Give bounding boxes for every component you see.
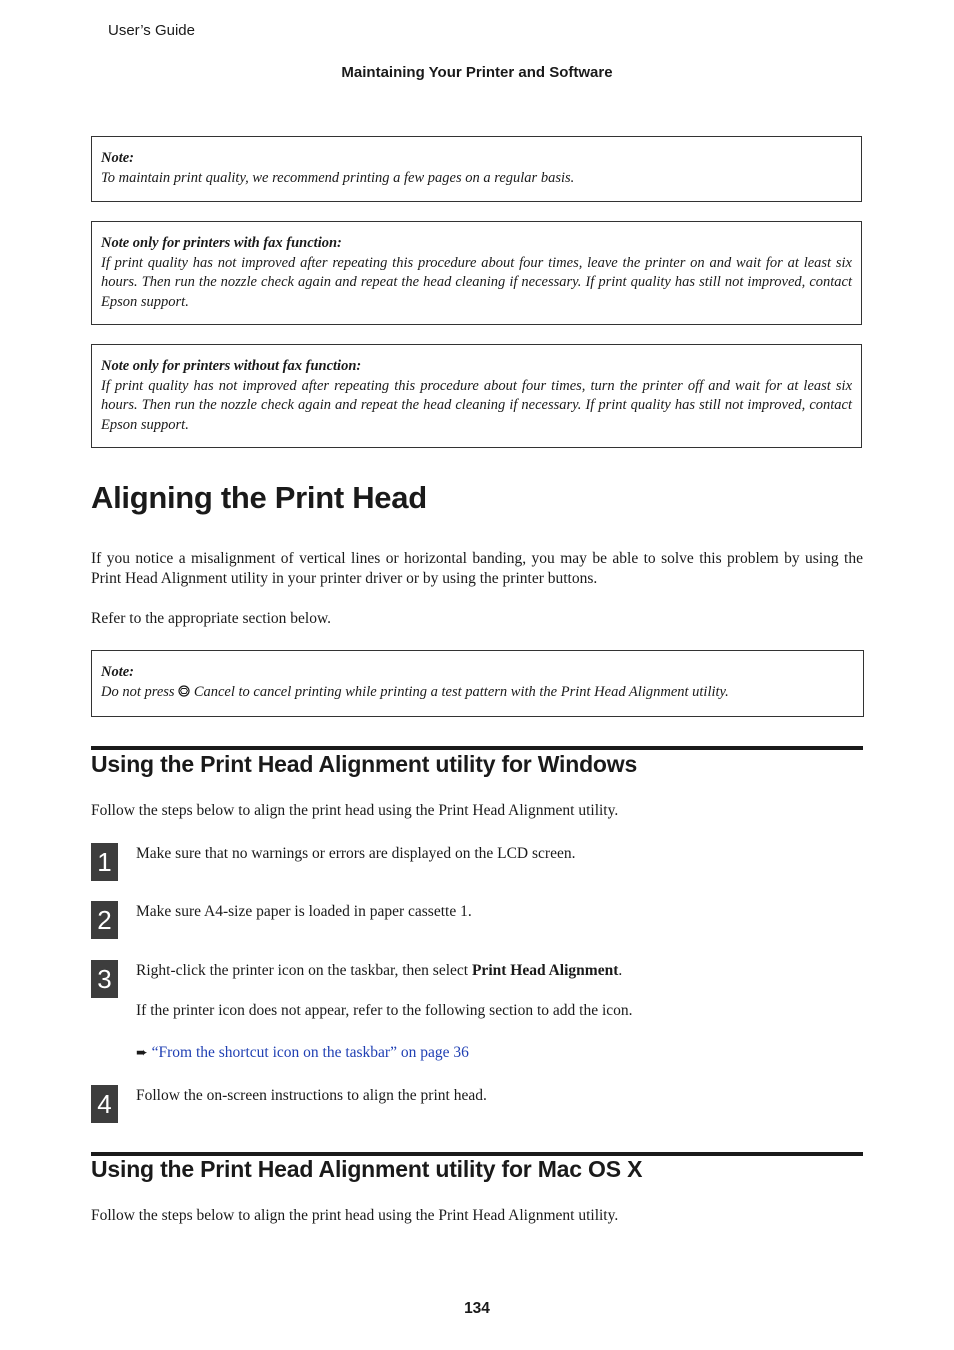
page-heading: Aligning the Print Head — [91, 480, 427, 515]
step-number-3: 3 — [91, 960, 118, 998]
guide-title: User’s Guide — [108, 22, 195, 39]
step-text-1: Make sure that no warnings or errors are displayed on the LCD screen. — [136, 845, 576, 862]
note-title: Note: — [101, 150, 135, 166]
note-title: Note only for printers with fax function: — [101, 235, 342, 251]
section-title: Maintaining Your Printer and Software — [341, 64, 613, 81]
note-box-print-quality — [91, 136, 862, 202]
shortcut-icon-link[interactable]: “From the shortcut icon on the taskbar” on page 36 — [151, 1044, 469, 1061]
intro-paragraph: If you notice a misalignment of vertical lines or horizontal banding, you may be able to solve this problem by using the Print Head Alignment utility in your printer driver or by using the printer buttons. — [91, 550, 863, 587]
step-text-2: Make sure A4-size paper is loaded in paper cassette 1. — [136, 903, 472, 920]
right-arrow-icon: ➨ — [136, 1046, 148, 1061]
step-number-4: 4 — [91, 1085, 118, 1123]
step-text-4: Follow the on-screen instructions to align the print head. — [136, 1087, 487, 1104]
note-title: Note only for printers without fax function: — [101, 358, 362, 374]
mac-intro: Follow the steps below to align the print head using the Print Head Alignment utility. — [91, 1207, 619, 1224]
refer-paragraph: Refer to the appropriate section below. — [91, 610, 332, 627]
note-box-fax — [91, 221, 862, 325]
note-body: If print quality has not improved after repeating this procedure about four times, turn the printer off and wait for at least six hours. Then run the nozzle check again and repeat the head cleaning if necessary. If print quality has still not improved, contact Epson support. — [101, 377, 852, 433]
step-number-1: 1 — [91, 843, 118, 881]
step-3-extra: If the printer icon does not appear, refer to the following section to add the icon. — [136, 1002, 633, 1019]
windows-section-heading: Using the Print Head Alignment utility for Windows — [91, 751, 638, 777]
section-rule — [91, 746, 863, 750]
note-box-cancel — [91, 650, 864, 717]
page-number: 134 — [464, 1300, 490, 1317]
step-text-3-after: . — [618, 962, 623, 979]
note-text-after: Cancel to cancel printing while printing a test pattern with the Print Head Alignment utility. — [193, 683, 729, 700]
windows-intro: Follow the steps below to align the print head using the Print Head Alignment utility. — [91, 802, 619, 819]
note-body: To maintain print quality, we recommend printing a few pages on a regular basis. — [101, 169, 575, 186]
step-number-2: 2 — [91, 901, 118, 939]
mac-section-heading: Using the Print Head Alignment utility for Mac OS X — [91, 1156, 643, 1182]
step-text-3-bold: Print Head Alignment — [471, 962, 619, 979]
note-body — [101, 683, 854, 703]
note-box-no-fax — [91, 344, 862, 448]
note-title: Note: — [101, 664, 135, 680]
note-text-before: Do not press — [101, 683, 175, 700]
step-text-3 — [136, 961, 863, 981]
cancel-stop-icon — [178, 685, 190, 697]
note-body: If print quality has not improved after repeating this procedure about four times, leave the printer on and wait for at least six hours. Then run the nozzle check again and repeat the head cleaning if necessary. If print quality has still not improved, contact Epson support. — [101, 254, 852, 310]
step-text-3-before: Right-click the printer icon on the taskbar, then select — [136, 962, 469, 979]
cross-reference — [136, 1043, 469, 1064]
